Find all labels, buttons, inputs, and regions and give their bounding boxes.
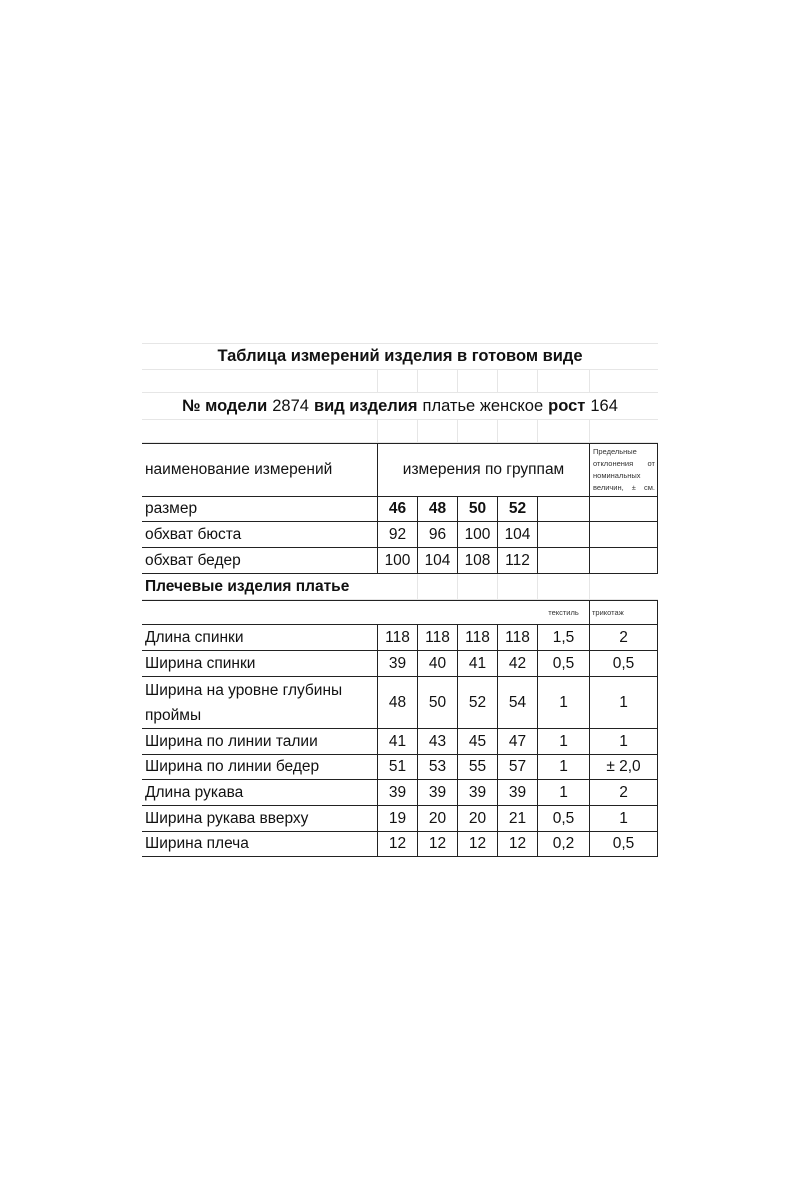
table-row: Ширина плеча 12 12 12 12 0,2 0,5 [142,832,658,857]
table-title: Таблица измерений изделия в готовом виде [142,343,658,370]
table-row: Длина рукава 39 39 39 39 1 2 [142,780,658,806]
table-row: обхват бюста 92 96 100 104 [142,522,658,548]
height-value: 164 [590,396,618,415]
tolerance-subheader-row [142,600,658,625]
spacer-row [142,370,658,393]
size-48: 48 [418,497,458,522]
table-row: Ширина спинки 39 40 41 42 0,5 0,5 [142,651,658,677]
subheader-knit: трикотаж [590,601,658,625]
header-size-groups: измерения по группам [378,444,590,497]
header-row [142,443,658,497]
size-52: 52 [498,497,538,522]
table-row: обхват бедер 100 104 108 112 [142,548,658,574]
table-row: Длина спинки 118 118 118 118 1,5 2 [142,625,658,651]
header-tolerance: Предельные отклонения от номинальных величин, ± см. [590,444,658,497]
section-title: Плечевые изделия платье [142,574,378,600]
subheader-textile: текстиль [538,601,590,625]
model-info [142,393,658,420]
header-measurement-name: наименование измерений [142,444,378,497]
size-50: 50 [458,497,498,522]
size-46: 46 [378,497,418,522]
title-row [142,343,658,370]
item-type-value: платье женское [422,396,544,415]
height-label: рост [548,396,586,415]
table-row: Ширина по линии талии 41 43 45 47 1 1 [142,729,658,755]
section-title-row [142,574,658,600]
model-number-value: 2874 [272,396,309,415]
table-row: Ширина рукава вверху 19 20 20 21 0,5 1 [142,806,658,832]
model-number-label: № модели [182,396,268,415]
table-row: Ширина по линии бедер 51 53 55 57 1 ± 2,0 [142,755,658,780]
measurement-table [142,343,658,857]
item-type-label: вид изделия [313,396,418,415]
table-row: Ширина на уровне глубины проймы 48 50 52 54 1 1 [142,677,658,729]
model-info-row [142,393,658,420]
size-label: размер [142,497,378,522]
spacer-row [142,420,658,443]
size-row [142,497,658,522]
